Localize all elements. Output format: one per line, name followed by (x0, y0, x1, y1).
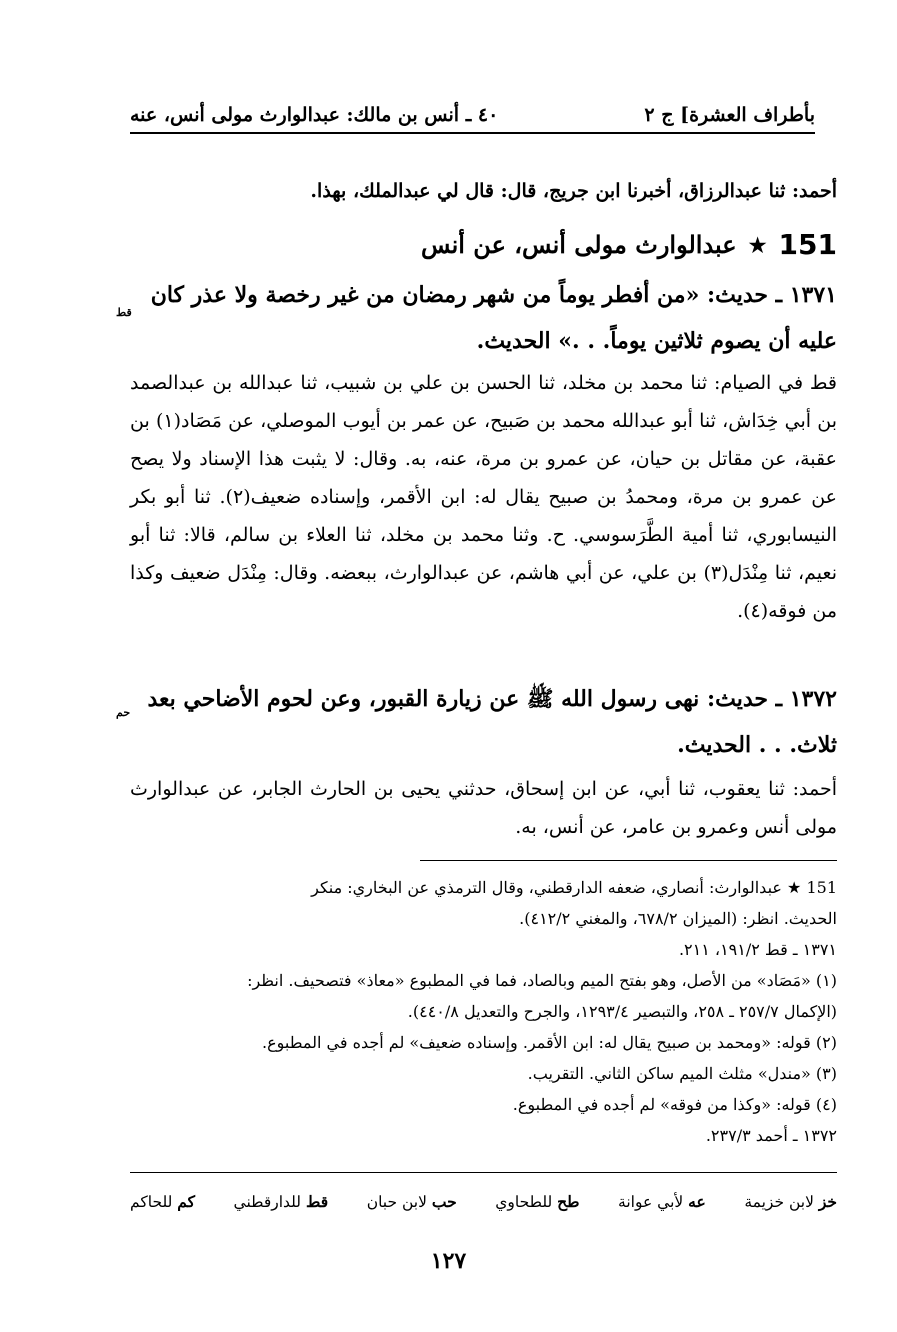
margin-mark-2: حم (116, 706, 131, 719)
section-number: 151 (778, 228, 837, 261)
footnote-line: (٢) قوله: «ومحمد بن صبيح يقال له: ابن الأقمر. وإسناده ضعيف» لم أجده في المطبوع. (262, 1033, 837, 1052)
footnote-line: (الإكمال ٢٥٧/٧ ـ ٢٥٨، والتبصير ١٢٩٣/٤، والجرح والتعديل ٤٤٠/٨). (407, 1002, 837, 1021)
paragraph-isnad-1: قط في الصيام: ثنا محمد بن مخلد، ثنا الحسن بن علي بن شبيب، ثنا عبدالله بن عبدالصمد بن أبي خِدَاش، ثنا أبو عبدالله محمد بن صَبيح، عن عمر بن أيوب الموصلي، عن مَصَاد(١) بن عقبة، عن مقاتل بن حيان، عن عمرو بن مرة، عنه، به. وقال: لا يثبت هذا الإسناد ولا يصح عن عمرو بن مرة، ومحمدُ بن صبيح يقال له: ابن الأقمر، وإسناده ضعيف(٢). ثنا أبو بكر النيسابوري، ثنا أمية الطَّرَسوسي. ح. وثنا محمد بن مخلد، ثنا العلاء بن سالم، قالا: ثنا أبو نعيم، ثنا مِنْدَل(٣) بن علي، عن أبي هاشم، عن عبدالوارث، ببعضه. وقال: مِنْدَل ضعيف وكذا من فوقه(٤). (130, 372, 837, 622)
hadith-1372 (130, 676, 837, 768)
star-icon: ★ (748, 232, 767, 257)
footnote-line: (٤) قوله: «وكذا من فوقه» لم أجده في المطبوع. (512, 1095, 837, 1114)
footnote-separator (420, 860, 837, 861)
header-book-title: بأطراف العشرة] ج ٢ (644, 104, 815, 126)
abbrev-item: حب لابن حبان (366, 1192, 457, 1211)
footnote-line: (١) «مَصَاد» من الأصل، وهو بفتح الميم وبالصاد، فما في المطبوع «معاذ» فتصحيف. انظر: (247, 971, 837, 990)
hadith-1372-text: ١٣٧٢ ـ حديث: نهى رسول الله ﷺ عن زيارة القبور، وعن لحوم الأضاحي بعد ثلاث. . . الحديث. (147, 686, 837, 758)
section-title: عبدالوارث مولى أنس، عن أنس (421, 230, 737, 259)
abbrev-item: خز لابن خزيمة (744, 1192, 837, 1211)
section-heading (400, 228, 837, 261)
hadith-1371 (130, 272, 837, 364)
page-number: ١٢٧ (430, 1248, 467, 1274)
footnote-line: 151 ★ عبدالوارث: أنصاري، ضعفه الدارقطني، وقال الترمذي عن البخاري: منكر (311, 878, 837, 897)
hadith-1371-text: ١٣٧١ ـ حديث: «من أفطر يوماً من شهر رمضان من غير رخصة ولا عذر كان عليه أن يصوم ثلاثين يوماً. . .» الحديث. (150, 282, 837, 354)
paragraph-isnad-2: أحمد: ثنا يعقوب، ثنا أبي، عن ابن إسحاق، حدثني يحيى بن الحارث الجابر، عن عبدالوارث مولى أنس وعمرو بن عامر، عن أنس، به. (130, 778, 837, 838)
header-chapter-title: ٤٠ ـ أنس بن مالك: عبدالوارث مولى أنس، عنه (130, 104, 499, 126)
abbrev-item: طح للطحاوي (495, 1192, 580, 1211)
footnote-line: ١٣٧٢ ـ أحمد ٢٣٧/٣. (705, 1126, 837, 1145)
abbrev-item: كم للحاكم (130, 1192, 195, 1211)
footnote-line: الحديث. انظر: (الميزان ٦٧٨/٢، والمغني ٤١٢/٢). (519, 909, 837, 928)
footnotes (130, 872, 837, 1151)
abbrev-item: عه لأبي عوانة (618, 1192, 706, 1211)
footnote-line: ١٣٧١ ـ قط ١٩١/٢، ٢١١. (678, 940, 837, 959)
running-header (130, 86, 815, 134)
bottom-separator (130, 1172, 837, 1173)
intro-line: أحمد: ثنا عبدالرزاق، أخبرنا ابن جريج، قال: قال لي عبدالملك، بهذا. (310, 180, 837, 202)
footnote-line: (٣) «مندل» مثلث الميم ساكن الثاني. التقريب. (527, 1064, 837, 1083)
margin-mark-1: قط (116, 306, 132, 319)
abbrev-item: قط للدارقطني (233, 1192, 329, 1211)
abbreviation-key (130, 1192, 837, 1211)
